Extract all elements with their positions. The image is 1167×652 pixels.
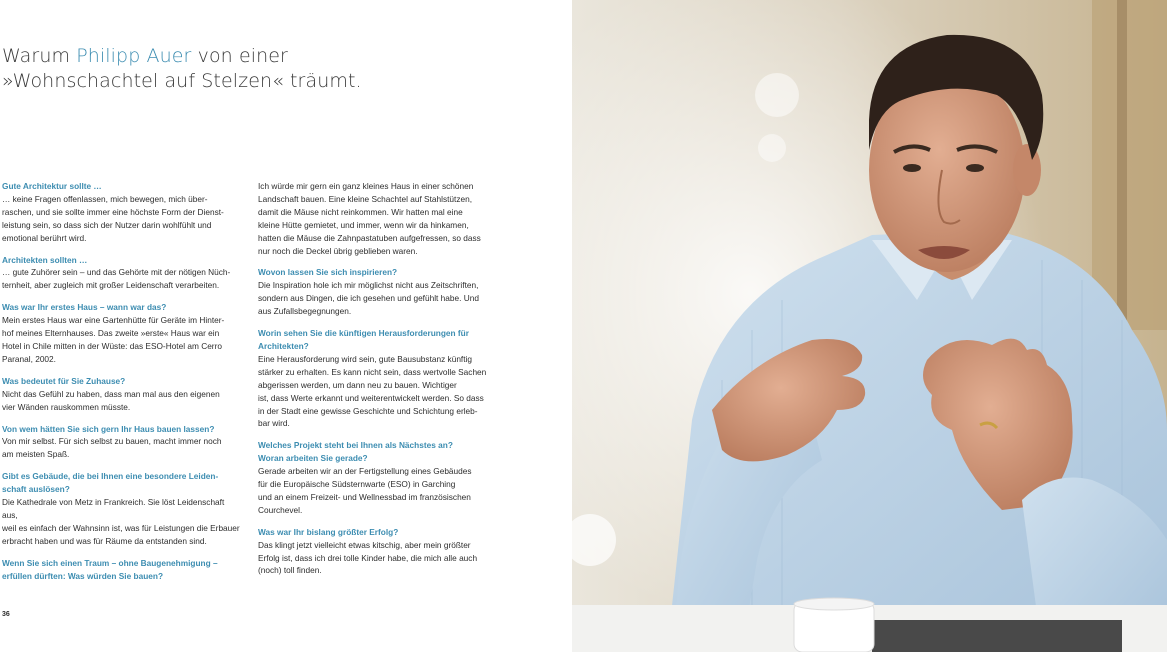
question: Was war Ihr bislang größter Erfolg? [258, 526, 399, 537]
headline-line2: »Wohnschachtel auf Stelzen« träumt. [2, 70, 362, 92]
answer: Eine Herausforderung wird sein, gute Bausubstanz künftig stärker zu erhalten. Es kann nicht sein, dass wertvolle Sachen abgerissen werden, um dann neu zu bauen. Wichtiger ist, dass Werte erkannt und weiterentwickelt werden. So dass in der Stadt eine gewisse Geschichte und Schichtung erleb- bar wird. [258, 353, 487, 429]
page-number: 36 [2, 611, 10, 618]
question: Welches Projekt steht bei Ihnen als Nächstes an? Woran arbeiten Sie gerade? [258, 440, 453, 464]
answer: … gute Zuhörer sein – und das Gehörte mit der nötigen Nüch- ternheit, aber zugleich mit großer Leidenschaft verarbeiten. [2, 267, 231, 291]
answer: Ich würde mir gern ein ganz kleines Haus in einer schönen Landschaft bauen. Eine kleine Schachtel auf Stahlstützen, damit die Mäuse nicht reinkommen. Wir hatten mal eine kleine Hütte gemietet, und immer, wenn wir da hinkamen, hatten die Mäuse die Zahnpastatuben aufgefressen, so dass nur noch die Deckel übrig geblieben waren. [258, 181, 481, 256]
headline [2, 44, 362, 94]
question: Was bedeutet für Sie Zuhause? [2, 375, 126, 386]
answer: Die Kathedrale von Metz in Frankreich. Sie löst Leidenschaft aus, weil es einfach der Wahnsinn ist, was für Leistungen die Erbauer erbracht haben und was für Räume da entstanden sind. [2, 497, 240, 546]
question: Gute Architektur sollte … [2, 181, 102, 191]
question: Gibt es Gebäude, die bei Ihnen eine besondere Leiden- schaft auslösen? [2, 471, 219, 495]
answer: Das klingt jetzt vielleicht etwas kitschig, aber mein größter Erfolg ist, dass ich drei tolle Kinder habe, die mich alle auch (noch) toll finden. [258, 539, 478, 576]
headline-name: Philipp Auer [76, 45, 192, 67]
answer: Gerade arbeiten wir an der Fertigstellung eines Gebäudes für die Europäische Südsternwarte (ESO) in Garching und an einem Freizeit- und Wellnessbad im französischen Courchevel. [258, 466, 472, 515]
answer: … keine Fragen offenlassen, mich bewegen, mich über- raschen, und sie sollte immer eine höchste Form der Dienst- leistung sein, so dass sich der Nutzer darin wohlfühlt und emotional berührt wird. [2, 193, 224, 243]
question: Worin sehen Sie die künftigen Herausforderungen für Architekten? [258, 328, 469, 351]
qa-block [2, 180, 242, 245]
question: Wovon lassen Sie sich inspirieren? [258, 267, 398, 278]
interview-column-right [258, 180, 508, 586]
qa-block [2, 301, 242, 366]
answer: Nicht das Gefühl zu haben, dass man mal aus den eigenen vier Wänden rauskommen müsste. [2, 388, 220, 412]
qa-block [258, 266, 508, 318]
qa-block [2, 375, 242, 414]
question: Von wem hätten Sie sich gern Ihr Haus bauen lassen? [2, 423, 215, 434]
qa-block [2, 254, 242, 293]
headline-line1-rest: von einer [191, 45, 288, 67]
question: Architekten sollten … [2, 254, 88, 265]
question: Wenn Sie sich einen Traum – ohne Baugenehmigung – erfüllen dürften: Was würden Sie bauen? [2, 557, 218, 581]
qa-block [258, 526, 508, 578]
answer: Mein erstes Haus war eine Gartenhütte für Geräte im Hinter- hof meines Elternhauses. Das zweite »erste« Haus war ein Hotel in Chile mitten in der Wüste: das ESO-Hotel am Cerro Paranal, 2002. [2, 315, 225, 364]
interview-column-left [2, 180, 242, 591]
qa-block [2, 557, 242, 583]
qa-block [2, 423, 242, 462]
qa-block [258, 439, 508, 516]
question: Was war Ihr erstes Haus – wann war das? [2, 302, 167, 313]
qa-block [2, 470, 242, 547]
portrait-photo [572, 0, 1167, 652]
left-page [0, 0, 572, 652]
qa-block [258, 180, 508, 257]
qa-block [258, 327, 508, 430]
answer: Von mir selbst. Für sich selbst zu bauen, macht immer noch am meisten Spaß. [2, 436, 222, 460]
headline-prefix: Warum [2, 45, 77, 67]
answer: Die Inspiration hole ich mir möglichst nicht aus Zeitschriften, sondern aus Dingen, die ich gesehen und gefühlt habe. Und aus Zufallsbegegnungen. [258, 280, 479, 317]
